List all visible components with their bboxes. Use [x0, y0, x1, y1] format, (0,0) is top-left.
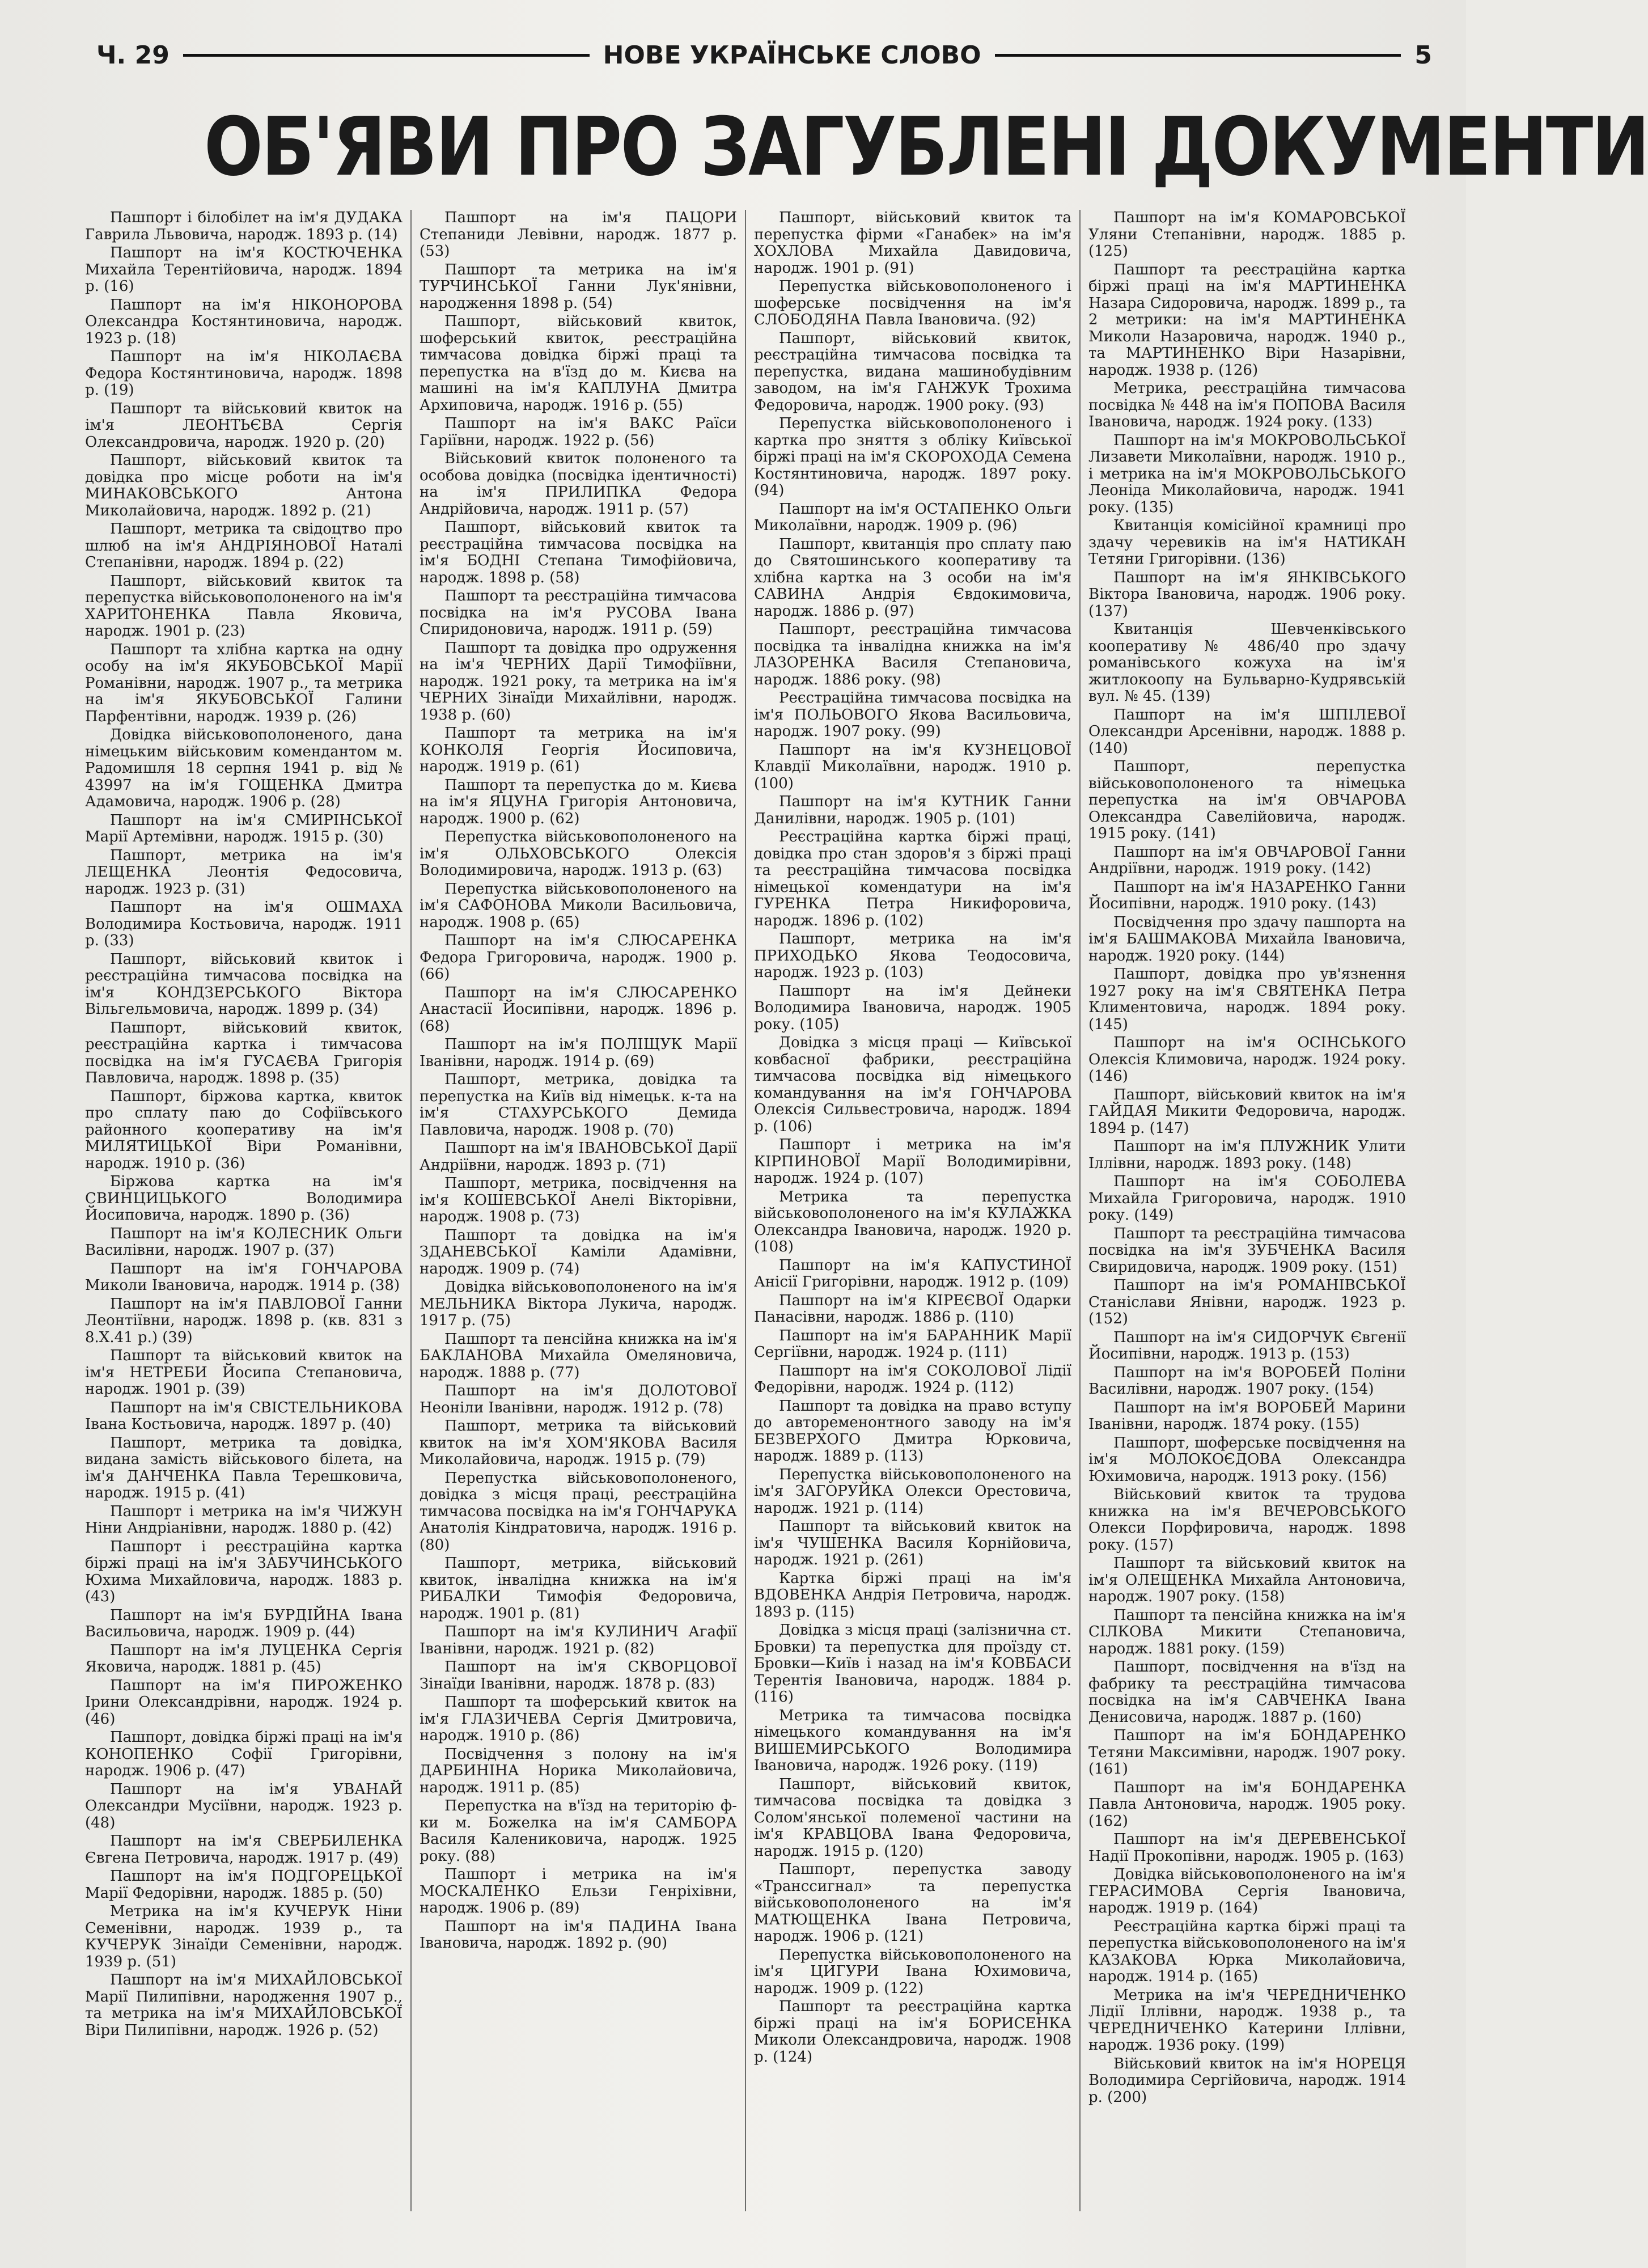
ad-item: Військовий квиток та трудова книжка на ім'я ВЕЧЕРОВСЬКОГО Олекси Порфировича, народж. 1898 року. (157) — [1088, 1486, 1406, 1554]
ad-item: Пашпорт на ім'я ПАДИНА Івана Івановича, народж. 1892 р. (90) — [420, 1918, 737, 1952]
ad-item: Пашпорт і метрика на ім'я КІРПИНОВОЇ Марії Володимирівни, народж. 1924 р. (107) — [754, 1136, 1071, 1187]
ad-item: Пашпорт на ім'я ШПІЛЕВОЇ Олександри Арсенівни, народж. 1888 р. (140) — [1088, 706, 1406, 757]
column-3 — [754, 210, 1071, 2211]
ad-item: Пашпорт, військовий квиток, шоферський квиток, реєстраційна тимчасова довідка біржі праці та перепустка на в'їзд до м. Києва на машині на ім'я КАПЛУНА Дмитра Архиповича, народж. 1916 р. (55) — [420, 313, 737, 414]
ad-item: Пашпорт на ім'я СЛЮСАРЕНКО Анастасії Йосипівни, народж. 1896 р. (68) — [420, 984, 737, 1035]
ad-item: Пашпорт та військовий квиток на ім'я ЛЕОНТЬЄВА Сергія Олександровича, народж. 1920 р. (20) — [85, 400, 403, 451]
column-1 — [85, 210, 403, 2211]
ad-item: Пашпорт на ім'я ПАЦОРИ Степаниди Левівни, народж. 1877 р. (53) — [420, 209, 737, 260]
ad-item: Пашпорт на ім'я СЛЮСАРЕНКА Федора Григоровича, народж. 1900 р. (66) — [420, 932, 737, 983]
ad-item: Військовий квиток полоненого та особова довідка (посвідка ідентичності) на ім'я ПРИЛИПКА Федора Андрійовича, народж. 1911 р. (57) — [420, 450, 737, 518]
ad-item: Пашпорт та реєстраційна картка біржі праці на ім'я БОРИСЕНКА Миколи Олександровича, народж. 1908 р. (124) — [754, 1998, 1071, 2066]
ad-item: Пашпорт та метрика на ім'я ТУРЧИНСЬКОЇ Ганни Лук'янівни, народження 1898 р. (54) — [420, 261, 737, 312]
ad-item: Пашпорт, військовий квиток та реєстраційна тимчасова посвідка на ім'я БОДНІ Степана Тимофійовича, народж. 1898 р. (58) — [420, 519, 737, 586]
ad-item: Пашпорт на ім'я КАПУСТИНОЇ Анісії Григорівни, народж. 1912 р. (109) — [754, 1256, 1071, 1290]
issue-number: Ч. 29 — [96, 40, 170, 70]
ad-item: Пашпорт, квитанція про сплату паю до Святошинського кооперативу та хлібна картка на 3 особи на ім'я САВИНА Андрія Євдокимовича, народж. 1886 р. (97) — [754, 535, 1071, 620]
newspaper-name: НОВЕ УКРАЇНСЬКЕ СЛОВО — [603, 40, 981, 70]
ad-item: Пашпорт, військовий квиток і реєстраційна тимчасова посвідка на ім'я КОНДЗЕРСЬКОГО Віктора Вільгельмовича, народж. 1899 р. (34) — [85, 950, 403, 1018]
ad-item: Пашпорт на ім'я НІКОНОРОВА Олександра Костянтиновича, народж. 1923 р. (18) — [85, 296, 403, 347]
ad-item: Пашпорт, військовий квиток та перепустка фірми «Ганабек» на ім'я ХОХЛОВА Михайла Давидовича, народж. 1901 р. (91) — [754, 209, 1071, 277]
ad-item: Пашпорт на ім'я ДЕРЕВЕНСЬКОЇ Надії Прокопівни, народж. 1905 р. (163) — [1088, 1831, 1406, 1865]
ad-item: Пашпорт, метрика на ім'я ПРИХОДЬКО Якова Теодосовича, народж. 1923 р. (103) — [754, 930, 1071, 981]
ad-item: Пашпорт на ім'я КОСТЮЧЕНКА Михайла Терентійовича, народж. 1894 р. (16) — [85, 244, 403, 295]
ad-item: Пашпорт на ім'я СМИРІНСЬКОЇ Марії Артемівни, народж. 1915 р. (30) — [85, 811, 403, 845]
ad-item: Пашпорт на ім'я НАЗАРЕНКО Ганни Йосипівни, народж. 1910 року. (143) — [1088, 878, 1406, 912]
ad-item: Довідка військовополоненого, дана німецьким військовим комендантом м. Радомишля 18 серпня 1941 р. від № 43997 на ім'я ГОЩЕНКА Дмитра Адамовича, народж. 1906 р. (28) — [85, 726, 403, 810]
ad-item: Пашпорт на ім'я ПЛУЖНИК Улити Іллівни, народж. 1893 року. (148) — [1088, 1138, 1406, 1172]
ad-item: Пашпорт на ім'я БУРДІЙНА Івана Васильовича, народж. 1909 р. (44) — [85, 1606, 403, 1640]
ad-item: Пашпорт, перепустка заводу «Транссигнал» та перепустка військовополоненого на ім'я МАТЮЩЕНКА Івана Петровича, народж. 1906 р. (121) — [754, 1861, 1071, 1945]
ad-item: Пашпорт на ім'я ПИРОЖЕНКО Ірини Олександрівни, народж. 1924 р. (46) — [85, 1677, 403, 1728]
ad-item: Реєстраційна картка біржі праці, довідка про стан здоров'я з біржі праці та реєстраційна тимчасова посвідка німецької комендатури на ім'я ГУРЕНКА Петра Никифоровича, народж. 1896 р. (102) — [754, 828, 1071, 929]
ad-item: Пашпорт, військовий квиток, тимчасова посвідка та довідка з Солом'янської полеменої частини на ім'я КРАВЦОВА Івана Федоровича, народж. 1915 р. (120) — [754, 1775, 1071, 1860]
ad-item: Пашпорт та довідка про одруження на ім'я ЧЕРНИХ Дарії Тимофіївни, народж. 1921 року, та метрика на ім'я ЧЕРНИХ Зінаїди Михайлівни, народж. 1938 р. (60) — [420, 639, 737, 723]
ad-item: Метрика на ім'я КУЧЕРУК Ніни Семенівни, народж. 1939 р., та КУЧЕРУК Зінаїди Семенівни, народж. 1939 р. (51) — [85, 1903, 403, 1970]
ad-item: Метрика та перепустка військовополоненого на ім'я КУЛАЖКА Олександра Івановича, народж. 1920 р. (108) — [754, 1188, 1071, 1255]
ad-item: Пашпорт на ім'я БОНДАРЕНКА Павла Антоновича, народж. 1905 року. (162) — [1088, 1779, 1406, 1830]
header-rule-right — [995, 54, 1401, 57]
ad-item: Пашпорт на ім'я КІРЕЄВОЇ Одарки Панасівни, народж. 1886 р. (110) — [754, 1292, 1071, 1326]
ad-item: Пашпорт на ім'я ПОЛІЩУК Марії Іванівни, народж. 1914 р. (69) — [420, 1036, 737, 1070]
ad-item: Квитанція комісійної крамниці про здачу черевиків на ім'я НАТИКАН Тетяни Григорівни. (136) — [1088, 517, 1406, 568]
ad-item: Довідка військовополоненого на ім'я МЕЛЬНИКА Віктора Лукича, народж. 1917 р. (75) — [420, 1279, 737, 1329]
ad-item: Пашпорт на ім'я ІВАНОВСЬКОЇ Дарії Андріївни, народж. 1893 р. (71) — [420, 1140, 737, 1174]
ad-item: Пашпорт та військовий квиток на ім'я ОЛЕЩЕНКА Михайла Антоновича, народж. 1907 року. (158) — [1088, 1555, 1406, 1605]
ad-item: Пашпорт на ім'я МОКРОВОЛЬСЬКОЇ Лизавети Миколаївни, народж. 1910 р., і метрика на ім'я МОКРОВОЛЬСЬКОГО Леоніда Миколайовича, народж. 1941 року. (135) — [1088, 431, 1406, 516]
ad-item: Пашпорт на ім'я СВЕРБИЛЕНКА Євгена Петровича, народж. 1917 р. (49) — [85, 1833, 403, 1867]
ad-item: Пашпорт на ім'я КУЛИНИЧ Агафії Іванівни, народж. 1921 р. (82) — [420, 1623, 737, 1657]
ad-item: Пашпорт на ім'я ДОЛОТОВОЇ Неоніли Іванівни, народж. 1912 р. (78) — [420, 1382, 737, 1416]
column-4 — [1088, 210, 1406, 2211]
page-title: ОБ'ЯВИ ПРО ЗАГУБЛЕНІ ДОКУМЕНТИ — [204, 100, 1648, 194]
ad-item: Пашпорт на ім'я ОШМАХА Володимира Костьовича, народж. 1911 р. (33) — [85, 899, 403, 949]
ad-item: Квитанція Шевченківського кооперативу № 486/40 про здачу романівського кожуха на ім'я житлокоопу на Бульварно-Кудрявській вул. № 45. (139) — [1088, 621, 1406, 705]
ad-item: Пашпорт на ім'я КОЛЕСНИК Ольги Василівни, народж. 1907 р. (37) — [85, 1225, 403, 1259]
ad-item: Пашпорт на ім'я СКВОРЦОВОЇ Зінаїди Іванівни, народж. 1878 р. (83) — [420, 1658, 737, 1692]
ad-item: Пашпорт і метрика на ім'я ЧИЖУН Ніни Андріанівни, народж. 1880 р. (42) — [85, 1503, 403, 1537]
ad-item: Пашпорт, довідка про ув'язнення 1927 року на ім'я СВЯТЕНКА Петра Климентовича, народж. 1894 року. (145) — [1088, 966, 1406, 1033]
ad-item: Реєстраційна тимчасова посвідка на ім'я ПОЛЬОВОГО Якова Васильовича, народж. 1907 року. (99) — [754, 689, 1071, 740]
ad-item: Пашпорт, довідка біржі праці на ім'я КОНОПЕНКО Софії Григорівни, народж. 1906 р. (47) — [85, 1729, 403, 1779]
ad-item: Довідка з місця праці (залізнична ст. Бровки) та перепустка для проїзду ст. Бровки—Київ і назад на ім'я КОВБАСИ Терентія Івановича, народж. 1884 р. (116) — [754, 1622, 1071, 1706]
ad-item: Пашпорт на ім'я ПАВЛОВОЇ Ганни Леонтіївни, народж. 1898 р. (кв. 831 з 8.X.41 р.) (39) — [85, 1295, 403, 1346]
ad-item: Пашпорт на ім'я ЯНКІВСЬКОГО Віктора Івановича, народж. 1906 року. (137) — [1088, 569, 1406, 620]
ad-item: Пашпорт, посвідчення на в'їзд на фабрику та реєстраційна тимчасова посвідка на ім'я САВЧЕНКА Івана Денисовича, народж. 1887 р. (160) — [1088, 1658, 1406, 1726]
ad-item: Пашпорт на ім'я ОСІНСЬКОГО Олексія Климовича, народж. 1924 року. (146) — [1088, 1034, 1406, 1085]
header-rule-left — [183, 54, 590, 57]
ad-item: Пашпорт на ім'я РОМАНІВСЬКОЇ Станіслави Янівни, народж. 1923 р. (152) — [1088, 1277, 1406, 1327]
column-divider — [410, 210, 412, 2211]
ad-item: Пашпорт на ім'я СИДОРЧУК Євгенії Йосипівни, народж. 1913 р. (153) — [1088, 1328, 1406, 1363]
ad-item: Пашпорт та довідка на право вступу до автоременонтного заводу на ім'я БЕЗВЕРХОГО Дмитра Юрковича, народж. 1889 р. (113) — [754, 1397, 1071, 1465]
ad-item: Пашпорт, реєстраційна тимчасова посвідка та інвалідна книжка на ім'я ЛАЗОРЕНКА Василя Степановича, народж. 1886 року. (98) — [754, 621, 1071, 688]
ad-item: Метрика, реєстраційна тимчасова посвідка № 448 на ім'я ПОПОВА Василя Івановича, народж. 1924 року. (133) — [1088, 380, 1406, 430]
ad-item: Перепустка військовополоненого і шоферське посвідчення на ім'я СЛОБОДЯНА Павла Івановича. (92) — [754, 278, 1071, 328]
page-number: 5 — [1414, 40, 1433, 70]
ad-item: Пашпорт на ім'я ПОДГОРЕЦЬКОЇ Марії Федорівни, народж. 1885 р. (50) — [85, 1868, 403, 1902]
ad-item: Пашпорт, військовий квиток, реєстраційна картка і тимчасова посвідка на ім'я ГУСАЄВА Григорія Павловича, народж. 1898 р. (35) — [85, 1019, 403, 1086]
ad-item: Пашпорт, метрика, військовий квиток, інвалідна книжка на ім'я РИБАЛКИ Тимофія Федоровича, народж. 1901 р. (81) — [420, 1555, 737, 1622]
ad-item: Пашпорт, шоферське посвідчення на ім'я МОЛОКОЄДОВА Олександра Юхимовича, народж. 1913 року. (156) — [1088, 1434, 1406, 1485]
ad-item: Посвідчення про здачу пашпорта на ім'я БАШМАКОВА Михайла Івановича, народж. 1920 року. (144) — [1088, 913, 1406, 964]
ad-item: Пашпорт та реєстраційна тимчасова посвідка на ім'я РУСОВА Івана Спиридоновича, народж. 1911 р. (59) — [420, 587, 737, 638]
ad-item: Пашпорт та пенсійна книжка на ім'я СІЛКОВА Микити Степановича, народж. 1881 року. (159) — [1088, 1606, 1406, 1657]
ad-item: Посвідчення з полону на ім'я ДАРБИНІНА Норика Миколайовича, народж. 1911 р. (85) — [420, 1745, 737, 1796]
ad-item: Картка біржі праці на ім'я ВДОВЕНКА Андрія Петровича, народж. 1893 р. (115) — [754, 1569, 1071, 1620]
ad-item: Пашпорт на ім'я СОБОЛЕВА Михайла Григоровича, народж. 1910 року. (149) — [1088, 1173, 1406, 1224]
ad-item: Пашпорт на ім'я БАРАННИК Марії Сергіївни, народж. 1924 р. (111) — [754, 1327, 1071, 1361]
ad-item: Пашпорт та військовий квиток на ім'я НЕТРЕБИ Йосипа Степановича, народж. 1901 р. (39) — [85, 1347, 403, 1398]
ad-item: Пашпорт і реєстраційна картка біржі праці на ім'я ЗАБУЧИНСЬКОГО Юхима Михайловича, народж. 1883 р. (43) — [85, 1538, 403, 1605]
ad-item: Пашпорт, метрика, довідка та перепустка на Київ від німецьк. к-та на ім'я СТАХУРСЬКОГО Демида Павловича, народж. 1908 р. (70) — [420, 1071, 737, 1139]
ad-item: Пашпорт, метрика та довідка, видана замість військового білета, на ім'я ДАНЧЕНКА Павла Терешковича, народж. 1915 р. (41) — [85, 1434, 403, 1501]
ad-item: Метрика та тимчасова посвідка німецького командування на ім'я ВИШЕМИРСЬКОГО Володимира Івановича, народж. 1926 року. (119) — [754, 1707, 1071, 1774]
ad-item: Пашпорт та метрика на ім'я КОНКОЛЯ Георгія Йосиповича, народж. 1919 р. (61) — [420, 725, 737, 775]
ad-item: Перепустка військовополоненого на ім'я САФОНОВА Миколи Васильовича, народж. 1908 р. (65) — [420, 880, 737, 931]
ads-columns — [85, 210, 1429, 2211]
ad-item: Пашпорт на ім'я ОВЧАРОВОЇ Ганни Андріївни, народж. 1919 року. (142) — [1088, 843, 1406, 877]
ad-item: Пашпорт на ім'я КУТНИК Ганни Данилівни, народж. 1905 р. (101) — [754, 793, 1071, 827]
ad-item: Пашпорт на ім'я ВАКС Раїси Гаріївни, народж. 1922 р. (56) — [420, 415, 737, 449]
column-divider — [745, 210, 746, 2211]
ad-item: Перепустка військовополоненого на ім'я ЗАГОРУЙКА Олекси Орестовича, народж. 1921 р. (114) — [754, 1466, 1071, 1517]
ad-item: Пашпорт на ім'я МИХАЙЛОВСЬКОЇ Марії Пилипівни, народження 1907 р., та метрика на ім'я МИХАЙЛОВСЬКОЇ Віри Пилипівни, народж. 1926 р. (52) — [85, 1971, 403, 2039]
ad-item: Пашпорт та перепустка до м. Києва на ім'я ЯЦУНА Григорія Антоновича, народж. 1900 р. (62) — [420, 776, 737, 827]
ad-item: Довідка військовополоненого на ім'я ГЕРАСИМОВА Сергія Івановича, народж. 1919 р. (164) — [1088, 1866, 1406, 1916]
ad-item: Пашпорт, метрика та військовий квиток на ім'я ХОМ'ЯКОВА Василя Миколайовича, народж. 1915 р. (79) — [420, 1417, 737, 1468]
page-header — [96, 35, 1432, 75]
ad-item: Метрика на ім'я ЧЕРЕДНИЧЕНКО Лідії Іллівни, народж. 1938 р., та ЧЕРЕДНИЧЕНКО Катерини Іллівни, народж. 1936 року. (199) — [1088, 1986, 1406, 2054]
ad-item: Перепустка військовополоненого і картка про зняття з обліку Київської біржі праці на ім'я СКОРОХОДА Семена Костянтиновича, народж. 1897 року. (94) — [754, 415, 1071, 499]
ad-item: Пашпорт, військовий квиток на ім'я ГАЙДАЯ Микити Федоровича, народж. 1894 р. (147) — [1088, 1086, 1406, 1137]
ad-item: Пашпорт і білобілет на ім'я ДУДАКА Гаврила Львовича, народж. 1893 р. (14) — [85, 209, 403, 243]
ad-item: Пашпорт, військовий квиток та перепустка військовополоненого на ім'я ХАРИТОНЕНКА Павла Яковича, народж. 1901 р. (23) — [85, 572, 403, 640]
ad-item: Пашпорт та хлібна картка на одну особу на ім'я ЯКУБОВСЬКОЇ Марії Романівни, народж. 1907 р., та метрика на ім'я ЯКУБОВСЬКОЇ Галини Парфентівни, народж. 1939 р. (26) — [85, 641, 403, 725]
ad-item: Пашпорт на ім'я ВОРОБЕЙ Поліни Василівни, народж. 1907 року. (154) — [1088, 1364, 1406, 1398]
ad-item: Пашпорт, військовий квиток, реєстраційна тимчасова посвідка та перепустка, видана машинобудівним заводом, на ім'я ГАНЖУК Трохима Федоровича, народж. 1900 року. (93) — [754, 329, 1071, 414]
ad-item: Пашпорт та пенсійна книжка на ім'я БАКЛАНОВА Михайла Омеляновича, народж. 1888 р. (77) — [420, 1330, 737, 1381]
ad-item: Пашпорт, метрика та свідоцтво про шлюб на ім'я АНДРІЯНОВОЇ Наталі Степанівни, народж. 1894 р. (22) — [85, 521, 403, 571]
ad-item: Пашпорт на ім'я КУЗНЕЦОВОЇ Клавдії Миколаївни, народж. 1910 р. (100) — [754, 741, 1071, 792]
ad-item: Пашпорт, перепустка військовополоненого та німецька перепустка на ім'я ОВЧАРОВА Олександра Савелійовича, народж. 1915 року. (141) — [1088, 758, 1406, 842]
ad-item: Пашпорт на ім'я СОКОЛОВОЇ Лідії Федорівни, народж. 1924 р. (112) — [754, 1362, 1071, 1396]
ad-item: Пашпорт, біржова картка, квиток про сплату паю до Софіївського районного кооперативу на ім'я МИЛЯТИЦЬКОЇ Віри Романівни, народж. 1910 р. (36) — [85, 1088, 403, 1172]
ad-item: Пашпорт та шоферський квиток на ім'я ГЛАЗИЧЕВА Сергія Дмитровича, народж. 1910 р. (86) — [420, 1694, 737, 1744]
ad-item: Реєстраційна картка біржі праці та перепустка військовополоненого на ім'я КАЗАКОВА Юрка Миколайовича, народж. 1914 р. (165) — [1088, 1918, 1406, 1985]
ad-item: Пашпорт та військовий квиток на ім'я ЧУШЕНКА Василя Корнійовича, народж. 1921 р. (261) — [754, 1518, 1071, 1568]
ad-item: Пашпорт на ім'я ГОНЧАРОВА Миколи Івановича, народж. 1914 р. (38) — [85, 1260, 403, 1294]
ad-item: Пашпорт, метрика на ім'я ЛЕЩЕНКА Леонтія Федосовича, народж. 1923 р. (31) — [85, 847, 403, 898]
ad-item: Пашпорт на ім'я ОСТАПЕНКО Ольги Миколаївни, народж. 1909 р. (96) — [754, 500, 1071, 534]
ad-item: Пашпорт, військовий квиток та довідка про місце роботи на ім'я МИНАКОВСЬКОГО Антона Миколайовича, народж. 1892 р. (21) — [85, 452, 403, 519]
ad-item: Перепустка на в'їзд на територію ф-ки м. Божелка на ім'я САМБОРА Василя Калениковича, народж. 1925 року. (88) — [420, 1797, 737, 1865]
ad-item: Пашпорт на ім'я СВІСТЕЛЬНИКОВА Івана Костьовича, народж. 1897 р. (40) — [85, 1399, 403, 1433]
ad-item: Військовий квиток на ім'я НОРЕЦЯ Володимира Сергійовича, народж. 1914 р. (200) — [1088, 2055, 1406, 2106]
ad-item: Пашпорт на ім'я Дейнеки Володимира Івановича, народж. 1905 року. (105) — [754, 982, 1071, 1033]
ad-item: Пашпорт на ім'я НІКОЛАЄВА Федора Костянтиновича, народж. 1898 р. (19) — [85, 348, 403, 399]
ad-item: Пашпорт та реєстраційна тимчасова посвідка на ім'я ЗУБЧЕНКА Василя Свиридовича, народж. 1909 року. (151) — [1088, 1225, 1406, 1276]
ad-item: Пашпорт на ім'я КОМАРОВСЬКОЇ Уляни Степанівни, народж. 1885 р. (125) — [1088, 209, 1406, 260]
ad-item: Перепустка військовополоненого на ім'я ЦИГУРИ Івана Юхимовича, народж. 1909 р. (122) — [754, 1946, 1071, 1997]
column-2 — [420, 210, 737, 2211]
ad-item: Пашпорт та реєстраційна картка біржі праці на ім'я МАРТИНЕНКА Назара Сидоровича, народж. 1899 р., та 2 метрики: на ім'я МАРТИНЕНКА Миколи Назаровича, народж. 1940 р., та МАРТИНЕНКО Віри Назарівни, народж. 1938 р. (126) — [1088, 261, 1406, 379]
ad-item: Пашпорт і метрика на ім'я МОСКАЛЕНКО Ельзи Генріхівни, народж. 1906 р. (89) — [420, 1866, 737, 1916]
ad-item: Пашпорт на ім'я ЛУЦЕНКА Сергія Яковича, народж. 1881 р. (45) — [85, 1641, 403, 1675]
ad-item: Пашпорт на ім'я УВАНАЙ Олександри Мусіївни, народж. 1923 р. (48) — [85, 1780, 403, 1831]
ad-item: Пашпорт та довідка на ім'я ЗДАНЕВСЬКОЇ Каміли Адамівни, народж. 1909 р. (74) — [420, 1226, 737, 1277]
ad-item: Перепустка військовополоненого на ім'я ОЛЬХОВСЬКОГО Олексія Володимировича, народж. 1913 р. (63) — [420, 828, 737, 879]
ad-item: Пашпорт на ім'я БОНДАРЕНКО Тетяни Максимівни, народж. 1907 року. (161) — [1088, 1727, 1406, 1778]
ad-item: Біржова картка на ім'я СВИНЦИЦЬКОГО Володимира Йосиповича, народж. 1890 р. (36) — [85, 1173, 403, 1224]
ad-item: Довідка з місця праці — Київської ковбасної фабрики, реєстраційна тимчасова посвідка від німецького командування на ім'я ГОНЧАРОВА Олексія Сильвестровича, народж. 1894 р. (106) — [754, 1034, 1071, 1135]
column-divider — [1079, 210, 1081, 2211]
ad-item: Пашпорт на ім'я ВОРОБЕЙ Марини Іванівни, народж. 1874 року. (155) — [1088, 1399, 1406, 1433]
ad-item: Перепустка військовополоненого, довідка з місця праці, реєстраційна тимчасова посвідка на ім'я ГОНЧАРУКА Анатолія Кіндратовича, народж. 1916 р. (80) — [420, 1469, 737, 1554]
ad-item: Пашпорт, метрика, посвідчення на ім'я КОШЕВСЬКОЇ Анелі Вікторівни, народж. 1908 р. (73) — [420, 1175, 737, 1225]
